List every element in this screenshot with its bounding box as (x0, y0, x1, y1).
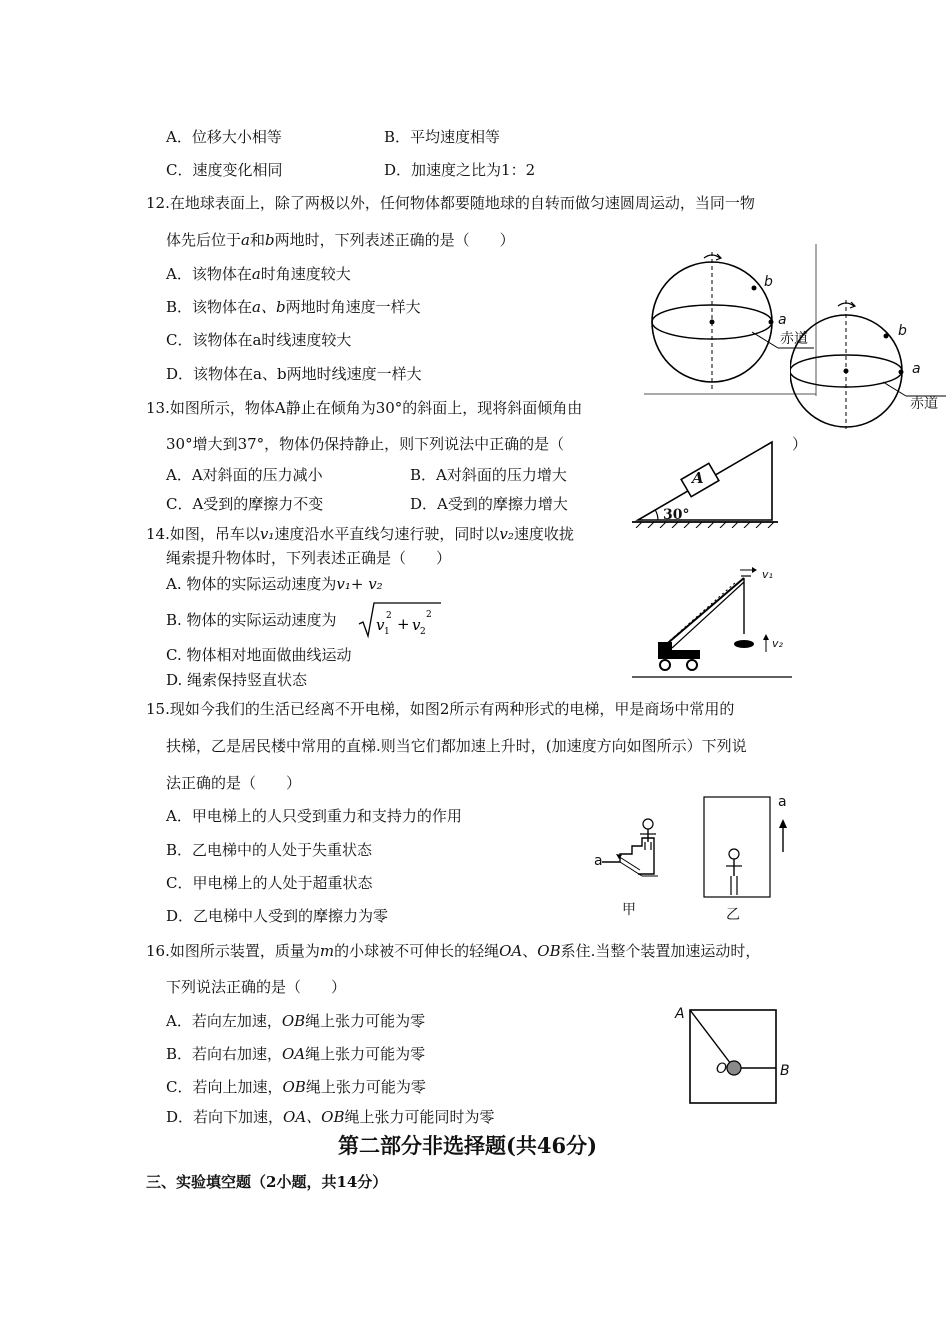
q14-stem-line2: 绳索提升物体时，下列表述正确是（ ） (166, 549, 452, 567)
svg-text:+: + (397, 615, 410, 633)
q13-option-d: D．A受到的摩擦力增大 (410, 495, 568, 513)
svg-text:v: v (412, 616, 421, 634)
q16-option-d: D．若向下加速，OA、OB绳上张力可能同时为零 (166, 1108, 495, 1126)
q15-escalator-figure (590, 818, 680, 884)
q13-stem-close-paren: ） (792, 435, 808, 453)
q14-fig-v2-label: v₂ (772, 637, 783, 650)
q13-fig-angle-label: 30° (663, 507, 690, 523)
q15-stem-line2: 扶梯，乙是居民楼中常用的直梯.则当它们都加速上升时，(加速度方向如图所示）下列说 (166, 737, 747, 755)
svg-text:2: 2 (386, 611, 392, 621)
q15-option-c: C．甲电梯上的人处于超重状态 (166, 874, 373, 892)
q12-fig2-label-equator: 赤道 (910, 396, 938, 412)
q12-option-b: B．该物体在a、b两地时角速度一样大 (166, 298, 421, 316)
q16-fig-label-O: O (716, 1061, 728, 1077)
svg-text:2: 2 (420, 627, 426, 637)
q13-fig-block-label: A (692, 469, 704, 487)
q15-option-a: A．甲电梯上的人只受到重力和支持力的作用 (166, 807, 462, 825)
q14-option-d: D. 绳索保持竖直状态 (166, 671, 308, 689)
q13-option-a: A．A对斜面的压力减小 (166, 466, 323, 484)
q11-option-b: B．平均速度相等 (384, 128, 501, 146)
q13-incline-figure (632, 438, 780, 528)
q16-option-a: A．若向左加速，OB绳上张力可能为零 (166, 1012, 426, 1030)
q12-option-c: C．该物体在a时线速度较大 (166, 331, 352, 349)
section3-heading: 三、实验填空题（2小题，共14分） (146, 1173, 388, 1191)
q12-fig1-label-a: a (778, 312, 787, 328)
q15-option-d: D．乙电梯中人受到的摩擦力为零 (166, 907, 389, 925)
q14-option-b: B. 物体的实际运动速度为 (166, 611, 337, 629)
q16-option-c: C．若向上加速，OB绳上张力可能为零 (166, 1078, 426, 1096)
q15-fig-jia-label: 甲 (622, 902, 636, 918)
q13-option-b: B．A对斜面的压力增大 (410, 466, 567, 484)
q12-stem-line2: 体先后位于a和b两地时，下列表述正确的是（ ） (166, 231, 515, 249)
svg-text:1: 1 (384, 627, 390, 637)
part2-heading: 第二部分非选择题(共46分) (338, 1133, 598, 1158)
q16-option-b: B．若向右加速，OA绳上张力可能为零 (166, 1045, 426, 1063)
q12-stem-line1: 12.在地球表面上，除了两极以外，任何物体都要随地球的自转而做匀速圆周运动，当同一物 (146, 194, 755, 212)
q12-fig1-label-b: b (764, 274, 773, 290)
q13-option-c: C．A受到的摩擦力不变 (166, 495, 324, 513)
svg-text:v: v (376, 616, 385, 634)
q11-option-a: A．位移大小相等 (166, 128, 282, 146)
q15-option-b: B．乙电梯中的人处于失重状态 (166, 841, 373, 859)
q11-option-c: C．速度变化相同 (166, 161, 283, 179)
q13-stem-line2: 30°增大到37°，物体仍保持静止，则下列说法中正确的是（ (166, 435, 565, 453)
q15-stem-line1: 15.现如今我们的生活已经离不开电梯，如图2所示有两种形式的电梯，甲是商场中常用的 (146, 700, 735, 718)
q16-fig-label-A: A (675, 1006, 685, 1022)
q12-fig2-label-a: a (912, 361, 921, 377)
q11-option-d: D．加速度之比为1：2 (384, 161, 536, 179)
q14-sqrt-formula (357, 600, 443, 640)
q12-option-d: D．该物体在a、b两地时线速度一样大 (166, 365, 422, 383)
q14-stem-line1: 14.如图，吊车以v₁速度沿水平直线匀速行驶，同时以v₂速度收拢 (146, 525, 574, 543)
q15-fig-jia-accel-label: a (594, 853, 603, 869)
q14-option-a: A. 物体的实际运动速度为v₁+ v₂ (166, 575, 383, 593)
q15-fig-yi-accel-label: a (778, 794, 787, 810)
q16-stem-line2: 下列说法正确的是（ ） (166, 978, 347, 996)
q12-option-a: A．该物体在a时角速度较大 (166, 265, 351, 283)
q16-stem-line1: 16.如图所示装置，质量为m的小球被不可伸长的轻绳OA、OB系住.当整个装置加速运动时， (146, 942, 761, 960)
q12-fig2-label-b: b (898, 323, 907, 339)
q16-box-figure (688, 1008, 780, 1106)
q14-option-c: C. 物体相对地面做曲线运动 (166, 646, 352, 664)
q13-stem-line1: 13.如图所示，物体A静止在倾角为30°的斜面上，现将斜面倾角由 (146, 399, 583, 417)
q14-fig-v1-label: v₁ (762, 568, 773, 581)
q12-fig1-label-equator: 赤道 (780, 331, 808, 347)
svg-text:2: 2 (426, 610, 432, 620)
q15-stem-line3: 法正确的是（ ） (166, 774, 302, 792)
q15-fig-yi-label: 乙 (726, 907, 740, 923)
q16-fig-label-B: B (780, 1063, 790, 1079)
